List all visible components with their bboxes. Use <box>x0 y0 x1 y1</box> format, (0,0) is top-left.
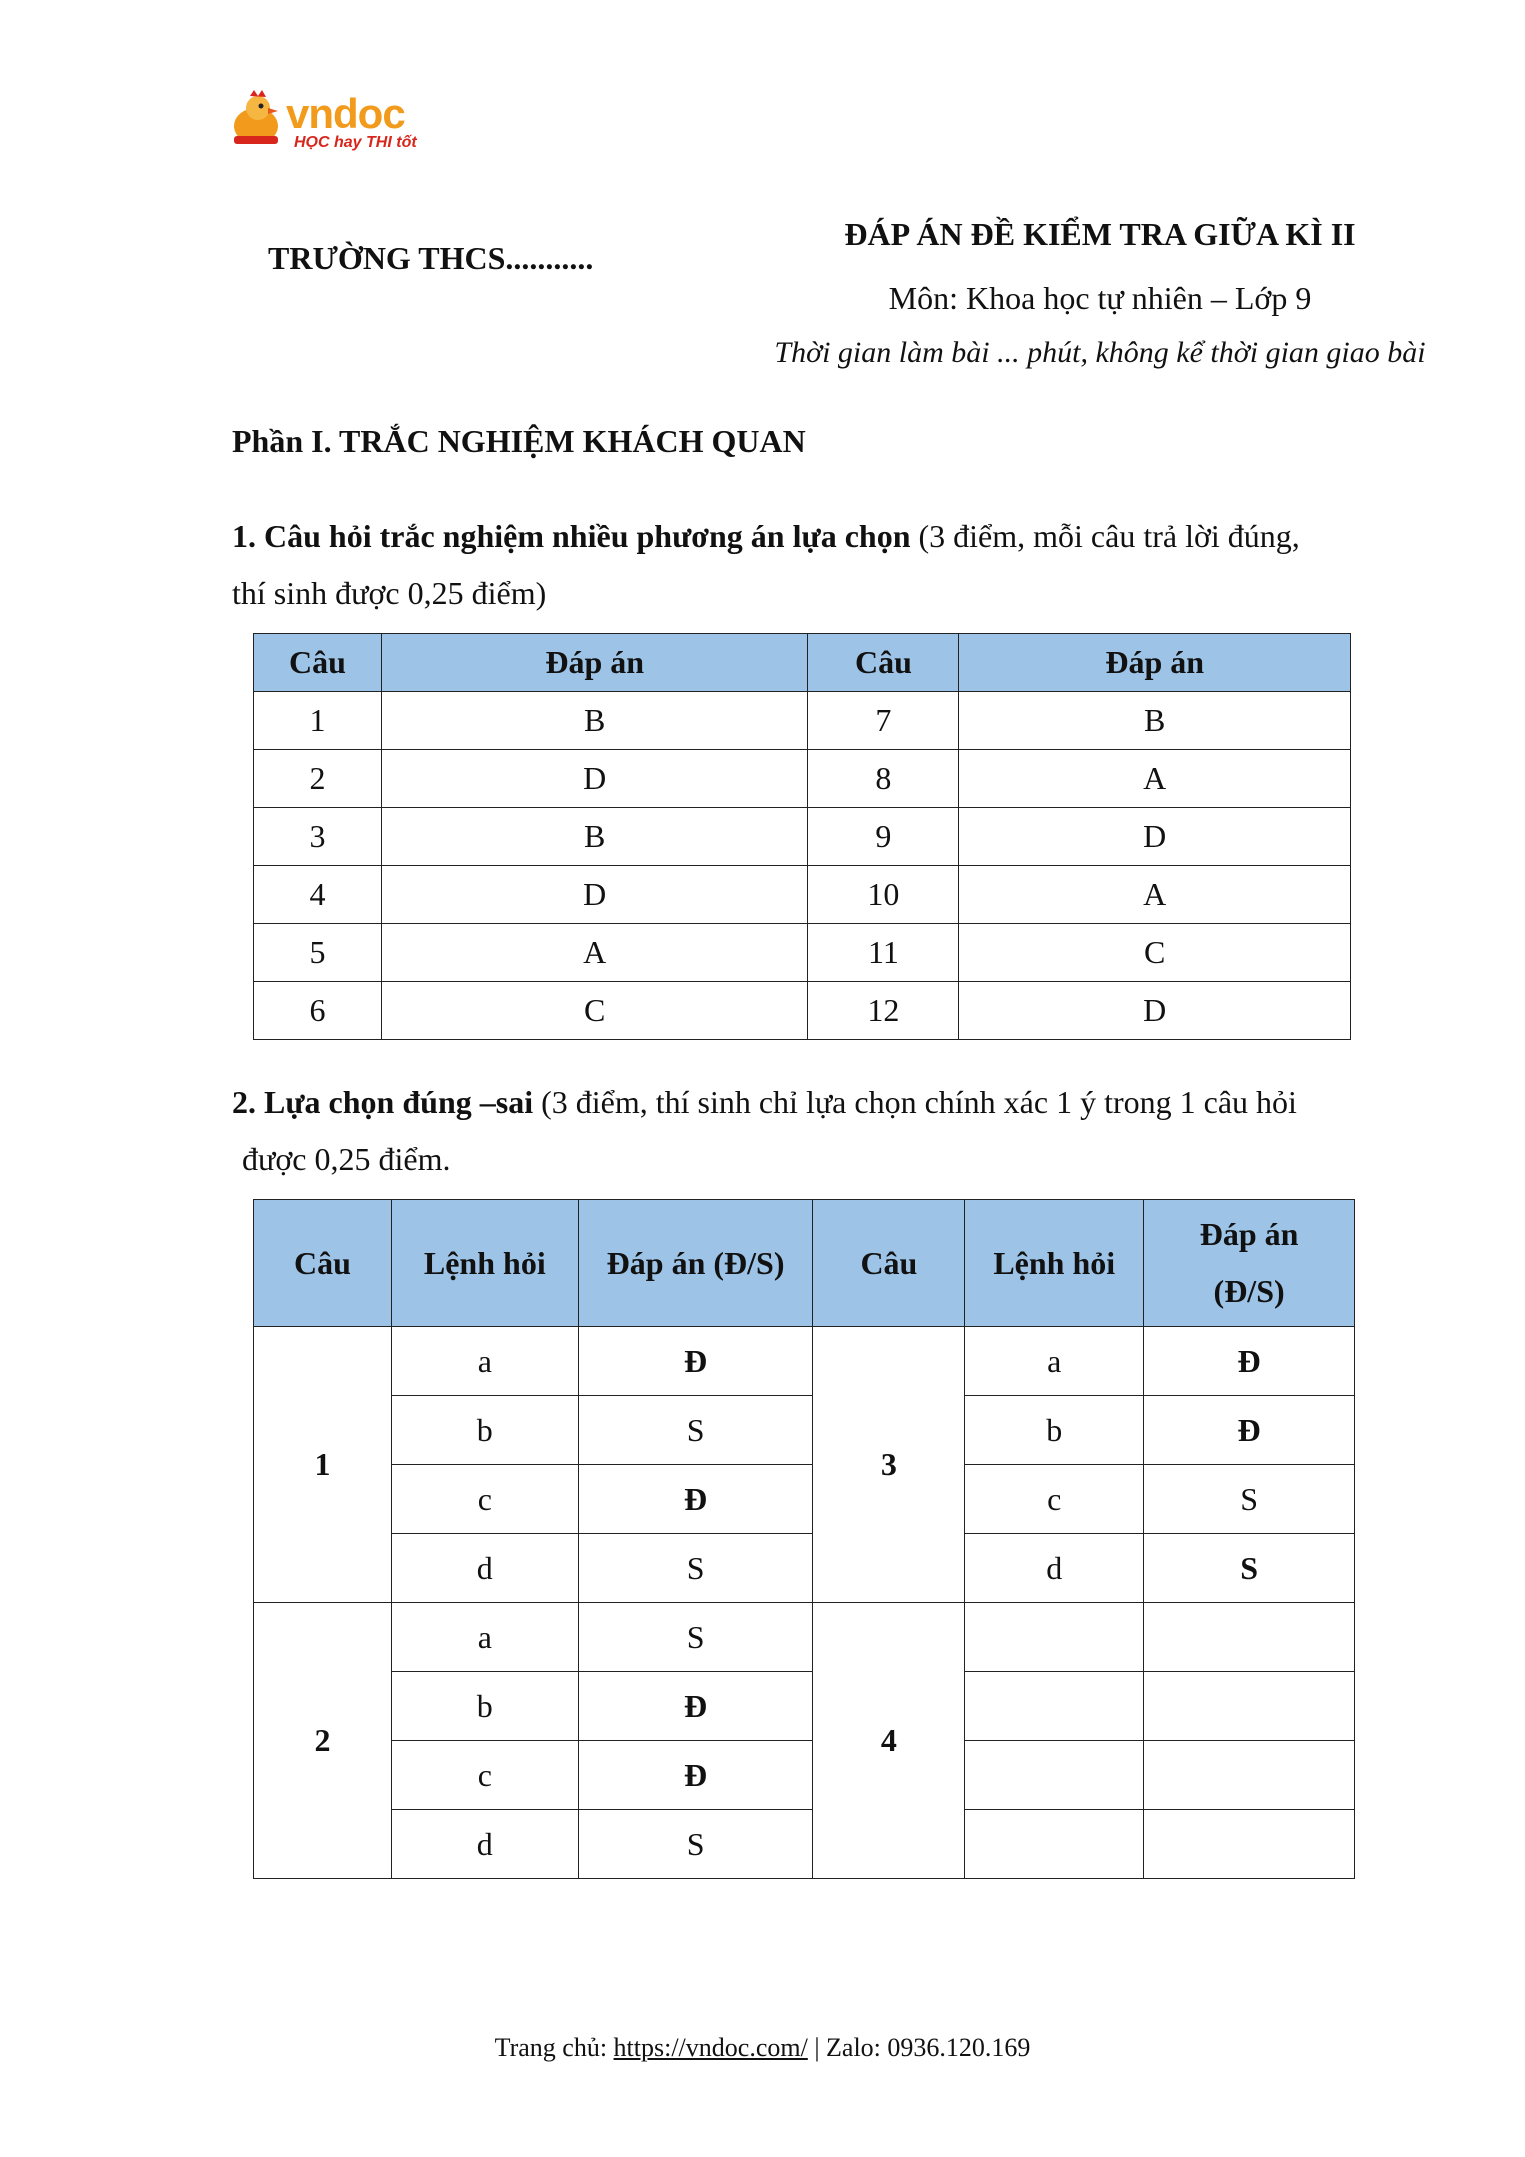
header-cell: Câu <box>254 1200 392 1327</box>
table-row <box>254 1810 1355 1879</box>
table-cell: D <box>959 808 1351 866</box>
table-cell: 7 <box>808 692 959 750</box>
table-row <box>254 692 1351 750</box>
table-cell: 4 <box>254 866 382 924</box>
table-cell <box>965 1603 1144 1672</box>
question-number-cell: 3 <box>813 1327 965 1603</box>
table-row <box>254 808 1351 866</box>
q1-note-line2: thí sinh được 0,25 điểm) <box>232 575 547 611</box>
answer-cell: S <box>578 1534 813 1603</box>
table-cell: b <box>965 1396 1144 1465</box>
table-cell: a <box>391 1327 578 1396</box>
table-row <box>254 1741 1355 1810</box>
table-cell: b <box>391 1396 578 1465</box>
school-name: TRƯỜNG THCS........... <box>268 240 594 276</box>
logo-wordmark: vndoc <box>286 90 405 137</box>
table-cell: d <box>391 1810 578 1879</box>
logo-tagline: HỌC hay THI tốt <box>294 134 417 151</box>
table-cell: D <box>959 982 1351 1040</box>
table-cell: 9 <box>808 808 959 866</box>
table-row <box>254 1534 1355 1603</box>
footer-prefix: Trang chủ: <box>494 2033 614 2062</box>
answer-cell <box>1144 1672 1355 1741</box>
answer-cell: Đ <box>578 1327 813 1396</box>
table-cell: C <box>959 924 1351 982</box>
question-number-cell: 2 <box>254 1603 392 1879</box>
header-cell <box>1144 1200 1355 1327</box>
answer-cell: S <box>1144 1465 1355 1534</box>
table-cell: D <box>381 866 808 924</box>
vndoc-logo <box>228 88 438 158</box>
table-cell: A <box>381 924 808 982</box>
header-cell: Câu <box>813 1200 965 1327</box>
header-cell: Câu <box>254 634 382 692</box>
table-cell: 11 <box>808 924 959 982</box>
table-row <box>254 1327 1355 1396</box>
header-cell: Câu <box>808 634 959 692</box>
table-cell: a <box>391 1603 578 1672</box>
table-row <box>254 750 1351 808</box>
part1-heading: Phần I. TRẮC NGHIỆM KHÁCH QUAN <box>232 423 806 459</box>
table-row <box>254 1396 1355 1465</box>
true-false-answer-table <box>253 1199 1355 1879</box>
answer-cell: S <box>578 1603 813 1672</box>
table-cell: B <box>381 692 808 750</box>
table-cell: D <box>381 750 808 808</box>
answer-cell: Đ <box>578 1672 813 1741</box>
table-cell <box>965 1741 1144 1810</box>
answer-cell: Đ <box>1144 1396 1355 1465</box>
table-cell: A <box>959 750 1351 808</box>
answer-cell: S <box>578 1810 813 1879</box>
footer-contact: | Zalo: 0936.120.169 <box>807 2033 1031 2062</box>
homepage-link[interactable]: https://vndoc.com/ <box>613 2033 808 2062</box>
table-cell <box>965 1672 1144 1741</box>
answer-cell: Đ <box>578 1465 813 1534</box>
q1-note-line1: (3 điểm, mỗi câu trả lời đúng, <box>910 518 1300 554</box>
table-cell: A <box>959 866 1351 924</box>
table-cell: 10 <box>808 866 959 924</box>
q1-label: 1. Câu hỏi trắc nghiệm nhiều phương án lựa chọn <box>232 518 911 554</box>
table-cell: d <box>965 1534 1144 1603</box>
multiple-choice-answer-table <box>253 633 1351 1040</box>
table-cell: c <box>965 1465 1144 1534</box>
header-cell-line1: Đáp án <box>1199 1216 1299 1252</box>
answer-cell: S <box>578 1396 813 1465</box>
answer-cell: Đ <box>578 1741 813 1810</box>
answer-cell: S <box>1144 1534 1355 1603</box>
table-cell: 5 <box>254 924 382 982</box>
table-cell: 2 <box>254 750 382 808</box>
table-cell: 1 <box>254 692 382 750</box>
header-cell-line2: (Đ/S) <box>1213 1273 1285 1309</box>
answer-cell: Đ <box>1144 1327 1355 1396</box>
table-row <box>254 866 1351 924</box>
answer-cell <box>1144 1603 1355 1672</box>
table-row <box>254 1465 1355 1534</box>
table-row <box>254 924 1351 982</box>
q1-heading <box>232 508 1402 622</box>
subject-line: Môn: Khoa học tự nhiên – Lớp 9 <box>888 280 1312 316</box>
table-row <box>254 1603 1355 1672</box>
table-cell: a <box>965 1327 1144 1396</box>
table-cell: c <box>391 1741 578 1810</box>
table-cell: c <box>391 1465 578 1534</box>
rooster-mascot-icon <box>228 88 284 148</box>
page-footer <box>0 2033 1525 2063</box>
table-cell: 3 <box>254 808 382 866</box>
header-cell: Đáp án <box>381 634 808 692</box>
table-cell: B <box>381 808 808 866</box>
q2-note-line1: (3 điểm, thí sinh chỉ lựa chọn chính xác 1 ý trong 1 câu hỏi <box>533 1084 1297 1120</box>
time-note: Thời gian làm bài ... phút, không kể thời gian giao bài <box>774 336 1426 369</box>
header-cell: Lệnh hỏi <box>391 1200 578 1327</box>
q2-label: . Lựa chọn đúng –sai <box>248 1084 534 1120</box>
table-header-row <box>254 634 1351 692</box>
table-row <box>254 1672 1355 1741</box>
table-cell: b <box>391 1672 578 1741</box>
table-cell <box>965 1810 1144 1879</box>
header-cell: Đáp án <box>959 634 1351 692</box>
q2-number: 2 <box>232 1084 248 1120</box>
answer-cell <box>1144 1810 1355 1879</box>
table-cell: C <box>381 982 808 1040</box>
document-title: ĐÁP ÁN ĐỀ KIỂM TRA GIỮA KÌ II <box>844 216 1356 252</box>
q2-note-line2: được 0,25 điểm. <box>242 1141 451 1177</box>
q2-heading <box>232 1074 1402 1188</box>
answer-cell <box>1144 1741 1355 1810</box>
header-cell: Lệnh hỏi <box>965 1200 1144 1327</box>
question-number-cell: 1 <box>254 1327 392 1603</box>
table-cell: d <box>391 1534 578 1603</box>
question-number-cell: 4 <box>813 1603 965 1879</box>
table-cell: 6 <box>254 982 382 1040</box>
header-cell: Đáp án (Đ/S) <box>578 1200 813 1327</box>
table-cell: 12 <box>808 982 959 1040</box>
table-header-row <box>254 1200 1355 1327</box>
table-cell: B <box>959 692 1351 750</box>
table-cell: 8 <box>808 750 959 808</box>
table-row <box>254 982 1351 1040</box>
